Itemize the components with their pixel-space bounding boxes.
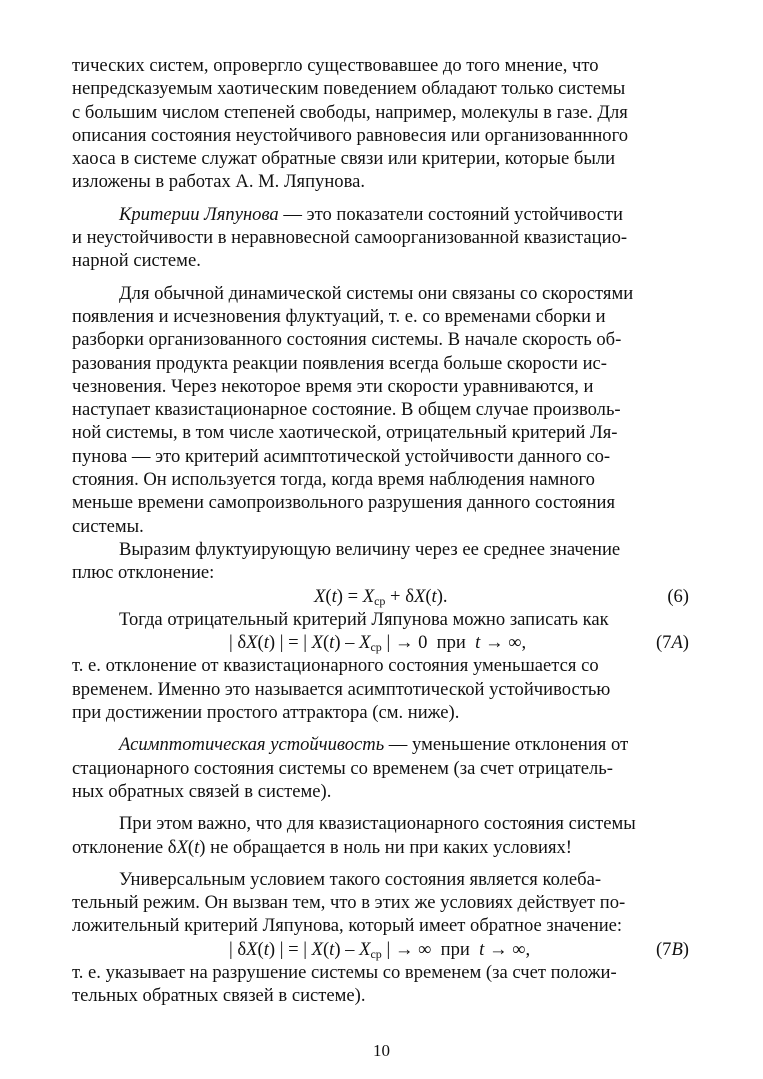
text-line: т. е. указывает на разрушение системы со временем (за счет положи- <box>72 961 617 983</box>
page-number: 10 <box>373 1041 390 1060</box>
text-line: Выразим флуктуирующую величину через ее среднее значение <box>119 538 621 560</box>
equation-7a-formula: | δX(t) | = | $X(t) - X_{ср}$ | → 0 при t → ∞, <box>229 632 527 655</box>
paragraph-asymptotic <box>72 654 689 724</box>
text-line: описания состояния неустойчивого равновесия или организованнного <box>72 124 629 146</box>
text-line: При этом важно, что для квазистационарного состояния системы <box>119 813 636 835</box>
text-line: т. е. отклонение от квазистационарного состояния уменьшается со <box>72 655 599 677</box>
equation-6-number: (6) <box>667 585 689 607</box>
text-line: Критерии Ляпунова — это показатели состояний устойчивости <box>119 203 623 225</box>
text-line: наступает квазистационарное состояние. В общем случае произволь- <box>72 399 621 421</box>
text-line: тельный режим. Он вызван тем, что в этих же условиях действует по- <box>72 892 626 914</box>
text-line: ной системы, в том числе хаотической, отрицательный критерий Ля- <box>72 422 618 444</box>
text-line: и неустойчивости в неравновесной самоорганизованной квазистацио- <box>72 227 628 249</box>
paragraph-nonzero-deviation <box>72 812 689 859</box>
paragraph-asymptotic-stability <box>72 733 689 803</box>
text-line: тических систем, опровергло существовавшее до того мнение, что <box>72 55 599 76</box>
paragraph-oscillation <box>72 868 689 938</box>
equation-7a-number: (7A) <box>655 632 689 654</box>
text-line: меньше времени самопроизвольного разрушения данного состояния <box>72 492 616 514</box>
text-line: хаоса в системе служат обратные связи или критерии, которые были <box>72 148 616 170</box>
text-line: с большим числом степеней свободы, например, молекулы в газе. Для <box>72 101 628 123</box>
equation-6-formula: $X(t) = X_{ср} + \delta X(t)$. <box>314 585 448 608</box>
text-line: тельных обратных связей в системе). <box>72 985 366 1007</box>
text-line: изложены в работах А. М. Ляпунова. <box>72 171 366 193</box>
equation-7b <box>72 938 689 961</box>
text-line: Асимптотическая устойчивость — уменьшение отклонения от <box>119 734 629 756</box>
text-line: ных обратных связей в системе). <box>72 780 332 802</box>
term-asymptotic-stability: Асимптотическая устойчивость <box>119 734 385 756</box>
text-line: пунова — это критерий асимптотической устойчивости данного со- <box>72 445 611 467</box>
text-line: Универсальным условием такого состояния является колеба- <box>119 868 602 890</box>
paragraph-intro <box>72 54 689 194</box>
paragraph-fluctuation <box>72 538 689 585</box>
equation-7b-formula: | δX(t) | = | $X(t) - X_{ср}$ | → ∞ при t → ∞, <box>229 938 531 961</box>
text-line: ложительный критерий Ляпунова, который имеет обратное значение: <box>72 915 623 937</box>
text-line: разования продукта реакции появления всегда больше скорости ис- <box>72 352 607 374</box>
equation-6 <box>72 585 689 608</box>
text-line: при достижении простого аттрактора (см. ниже). <box>72 702 460 724</box>
text-line: непредсказуемым хаотическим поведением обладают только системы <box>72 78 626 100</box>
paragraph-negative-criterion: Тогда отрицательный критерий Ляпунова можно записать как <box>119 608 609 630</box>
text-line: временем. Именно это называется асимптотической устойчивостью <box>72 678 611 700</box>
paragraph-dynamic-system <box>72 282 689 538</box>
text-line: нарной системе. <box>72 250 201 272</box>
text-line: системы. <box>72 515 144 537</box>
text-line: стационарного состояния системы со временем (за счет отрицатель- <box>72 757 613 779</box>
text-line: чезновения. Через некоторое время эти скорости уравниваются, и <box>72 375 594 397</box>
paragraph-destruction <box>72 961 689 1008</box>
equation-7b-number: (7B) <box>655 938 689 960</box>
text-line: отклонение δX(t) не обращается в ноль ни при каких условиях! <box>72 836 573 858</box>
page-body <box>72 54 689 1008</box>
text-line: появления и исчезновения флуктуаций, т. е. со временами сборки и <box>72 305 606 327</box>
text-line: плюс отклонение: <box>72 562 215 584</box>
text-line: стояния. Он используется тогда, когда время наблюдения намного <box>72 469 595 491</box>
text-line: Для обычной динамической системы они связаны со скоростями <box>119 282 634 304</box>
text-line: разборки организованного состояния системы. В начале скорость об- <box>72 329 622 351</box>
equation-7a <box>72 631 689 654</box>
paragraph-lyapunov-criteria <box>72 203 689 273</box>
term-lyapunov-criteria: Критерии Ляпунова <box>119 203 279 225</box>
